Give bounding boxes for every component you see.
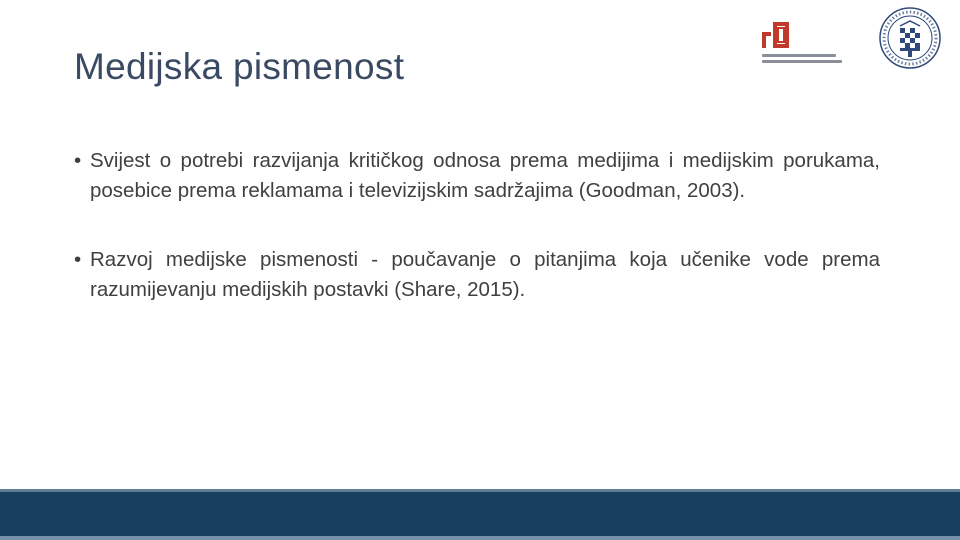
university-seal-icon xyxy=(878,6,942,70)
bullet-text: Razvoj medijske pismenosti - poučavanje o pitanjima koja učenike vode prema razumijevanju medijskih postavki (Share, 2015). xyxy=(90,248,880,301)
bullet-marker: • xyxy=(74,248,82,271)
slide-title: Medijska pismenost xyxy=(74,46,405,87)
footer-band xyxy=(0,489,960,539)
bullet-marker: • xyxy=(74,149,82,172)
footer-accent-line xyxy=(0,536,960,540)
bullet-text: Svijest o potrebi razvijanja kritičkog odnosa prema medijima i medijskim porukama, posebice prema reklamama i televizijskim sadržajima (Goodman, 2003). xyxy=(90,149,880,202)
agency-logo xyxy=(758,22,842,66)
bullet-list xyxy=(74,146,880,304)
agency-logo-mark-icon xyxy=(762,22,790,48)
bullet-item xyxy=(74,245,880,304)
bullet-item xyxy=(74,146,880,205)
